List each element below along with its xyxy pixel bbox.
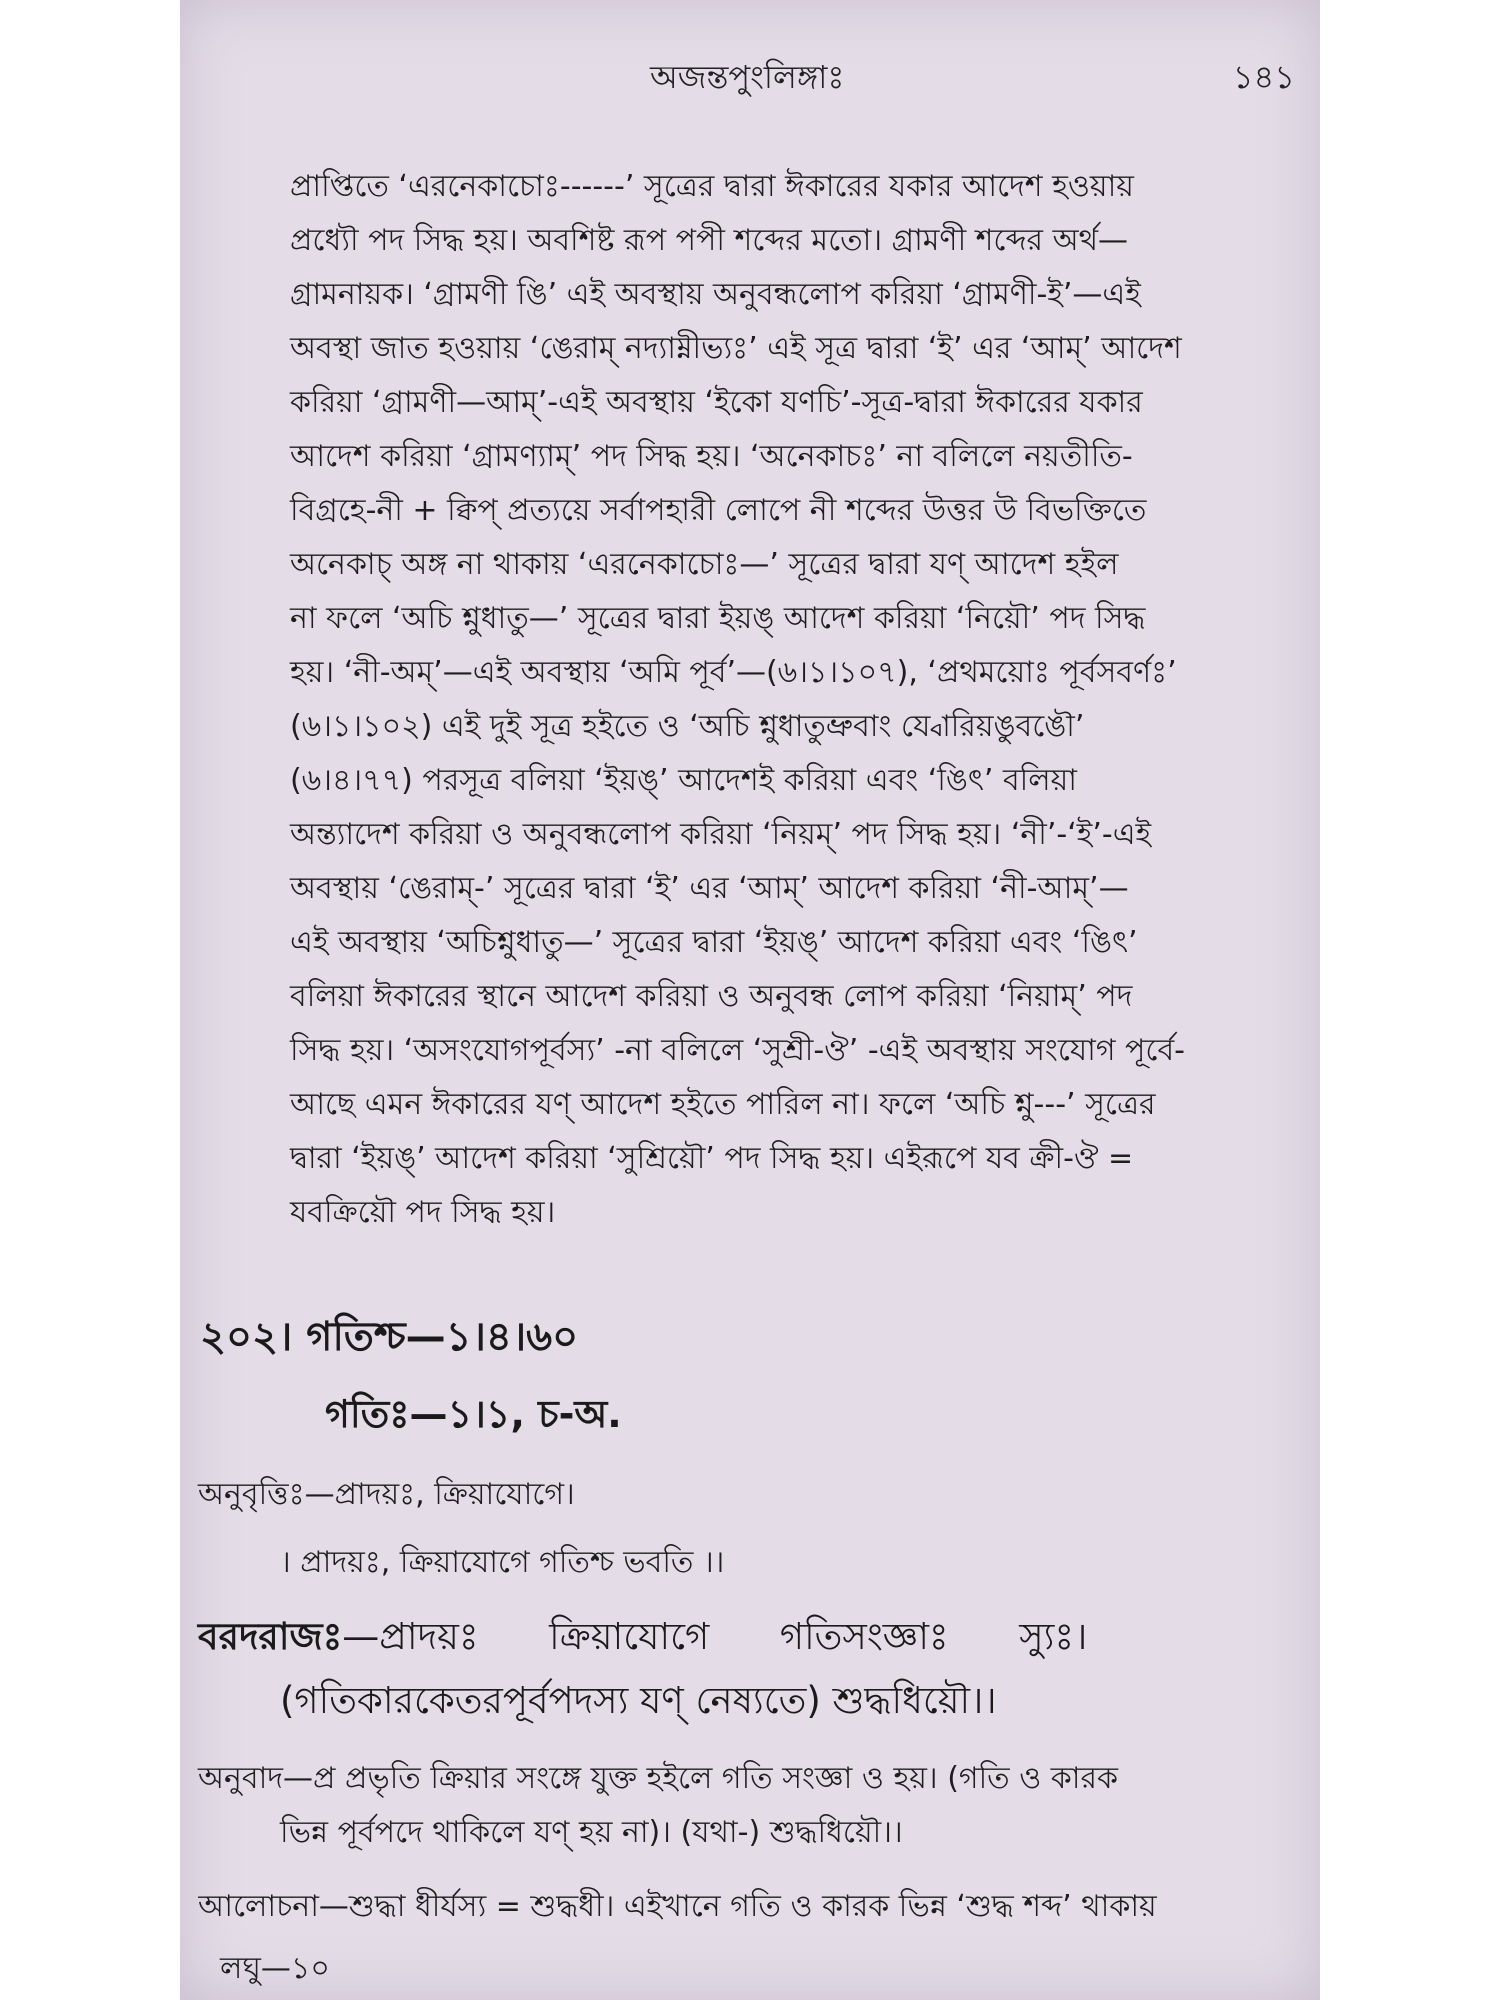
anuvada-label: অনুবাদ xyxy=(198,1761,284,1796)
text-line: প্রধ্যৌ পদ সিদ্ধ হয়। অবশিষ্ট রূপ পপী শব্দের মতো। গ্রামণী শব্দের অর্থ— xyxy=(290,223,1129,258)
text-line: (৬।৪।৭৭) পরসূত্র বলিয়া ‘ইয়ঙ্’ আদেশই করিয়া এবং ‘ঙিৎ’ বলিয়া xyxy=(290,763,1077,798)
varadaraja-label: বরদরাজঃ xyxy=(198,1615,343,1658)
text-line: অনেকাচ্ অঙ্গ না থাকায় ‘এরনেকাচোঃ—’ সূত্রের দ্বারা যণ্ আদেশ হইল xyxy=(290,547,1119,582)
commentary-paragraph xyxy=(290,160,1290,1240)
text-line: গ্রামনায়ক। ‘গ্রামণী ঙি’ এই অবস্থায় অনুবন্ধলোপ করিয়া ‘গ্রামণী-ই’—এই xyxy=(290,277,1141,312)
running-title: অজন্তপুংলিঙ্গাঃ xyxy=(650,58,845,96)
anuvada-line-1: —প্র প্রভৃতি ক্রিয়ার সংঙ্গে যুক্ত হইলে গতি সংজ্ঞা ও হয়। (গতি ও কারক xyxy=(283,1761,1118,1796)
text-line: অবস্থা জাত হওয়ায় ‘ঙেরাম্ নদ্যাম্নীভ্যঃ’ এই সূত্র দ্বারা ‘ই’ এর ‘আম্’ আদেশ xyxy=(290,331,1182,366)
sutra-heading: ২০২। গতিশ্চ—১।৪।৬০ xyxy=(200,1314,579,1360)
anuvritti-sentence: । প্রাদয়ঃ, ক্রিয়াযোগে গতিশ্চ ভবতি ।। xyxy=(280,1545,725,1580)
anuvada-translation xyxy=(198,1752,1298,1860)
signature-mark: লঘু—১০ xyxy=(220,1951,330,1986)
alochana-discussion xyxy=(198,1882,1298,1933)
page-header xyxy=(180,52,1320,112)
alochana-text: —শুদ্ধা ধীর্যস্য = শুদ্ধধী। এইখানে গতি ও কারক ভিন্ন ‘শুদ্ধ শব্দ’ থাকায় xyxy=(318,1889,1157,1924)
text-line: যবক্রিয়ৌ পদ সিদ্ধ হয়। xyxy=(290,1195,556,1230)
text-line: বিগ্রহে-নী + ক্বিপ্ প্রত্যয়ে সর্বাপহারী লোপে নী শব্দের উত্তর উ বিভক্তিতে xyxy=(290,493,1147,528)
text-line: বলিয়া ঈকারের স্থানে আদেশ করিয়া ও অনুবন্ধ লোপ করিয়া ‘নিয়াম্’ পদ xyxy=(290,979,1133,1014)
text-line: এই অবস্থায় ‘অচিশ্নুধাতু—’ সূত্রের দ্বারা ‘ইয়ঙ্’ আদেশ করিয়া এবং ‘ঙিৎ’ xyxy=(290,925,1138,960)
sutra-analysis: গতিঃ—১।১, চ-অ. xyxy=(325,1392,622,1436)
text-line: অবস্থায় ‘ঙেরাম্-’ সূত্রের দ্বারা ‘ই’ এর ‘আম্’ আদেশ করিয়া ‘নী-আম্’— xyxy=(290,871,1129,906)
page-number: ১৪১ xyxy=(1232,58,1295,96)
text-line: (৬।১।১০২) এই দুই সূত্র হইতে ও ‘অচি শ্নুধাতুভ্রুবাং য্বোরিয়ঙুবঙৌ’ xyxy=(290,709,1085,744)
text-line: হয়। ‘নী-অম্’—এই অবস্থায় ‘অমি পূর্ব’—(৬।১।১০৭), ‘প্রথময়োঃ পূর্বসবর্ণঃ’ xyxy=(290,655,1177,690)
text-line: দ্বারা ‘ইয়ঙ্’ আদেশ করিয়া ‘সুশ্রিয়ৌ’ পদ সিদ্ধ হয়। এইরূপে যব ক্রী-ঔ = xyxy=(290,1141,1134,1176)
book-page xyxy=(180,0,1320,2000)
anuvritti-line xyxy=(198,1470,575,1521)
text-line: প্রাপ্তিতে ‘এরনেকাচোঃ------’ সূত্রের দ্বারা ঈকারের যকার আদেশ হওয়ায় xyxy=(290,169,1134,204)
alochana-label: আলোচনা xyxy=(198,1889,319,1924)
varadaraja-line-2: (গতিকারকেতরপূর্বপদস্য যণ্ নেষ্যতে) শুদ্ধধিয়ৌ।। xyxy=(280,1679,997,1722)
varadaraja-gloss xyxy=(198,1605,1298,1733)
anuvritti-text: —প্রাদয়ঃ, ক্রিয়াযোগে। xyxy=(304,1477,575,1512)
anuvada-line-2: ভিন্ন পূর্বপদে থাকিলে যণ্ হয় না)। (যথা-) শুদ্ধধিয়ৌ।। xyxy=(280,1815,903,1850)
varadaraja-line-1: —প্রাদয়ঃ ক্রিয়াযোগে গতিসংজ্ঞাঃ স্যুঃ। xyxy=(342,1615,1088,1658)
text-line: আছে এমন ঈকারের যণ্ আদেশ হইতে পারিল না। ফলে ‘অচি শ্নু---’ সূত্রের xyxy=(290,1087,1156,1122)
text-line: আদেশ করিয়া ‘গ্রামণ্যাম্’ পদ সিদ্ধ হয়। ‘অনেকাচঃ’ না বলিলে নয়তীতি- xyxy=(290,439,1133,474)
text-line: করিয়া ‘গ্রামণী—আম্’-এই অবস্থায় ‘ইকো যণচি’-সূত্র-দ্বারা ঈকারের যকার xyxy=(290,385,1143,420)
anuvritti-label: অনুবৃত্তিঃ xyxy=(198,1477,305,1512)
text-line: না ফলে ‘অচি শ্নুধাতু—’ সূত্রের দ্বারা ইয়ঙ্ আদেশ করিয়া ‘নিয়ৌ’ পদ সিদ্ধ xyxy=(290,601,1146,636)
text-line: সিদ্ধ হয়। ‘অসংযোগপূর্বস্য’ -না বলিলে ‘সুশ্রী-ঔ’ -এই অবস্থায় সংযোগ পূর্বে- xyxy=(290,1033,1185,1068)
text-line: অন্ত্যাদেশ করিয়া ও অনুবন্ধলোপ করিয়া ‘নিয়ম্’ পদ সিদ্ধ হয়। ‘নী’-‘ই’-এই xyxy=(290,817,1152,852)
